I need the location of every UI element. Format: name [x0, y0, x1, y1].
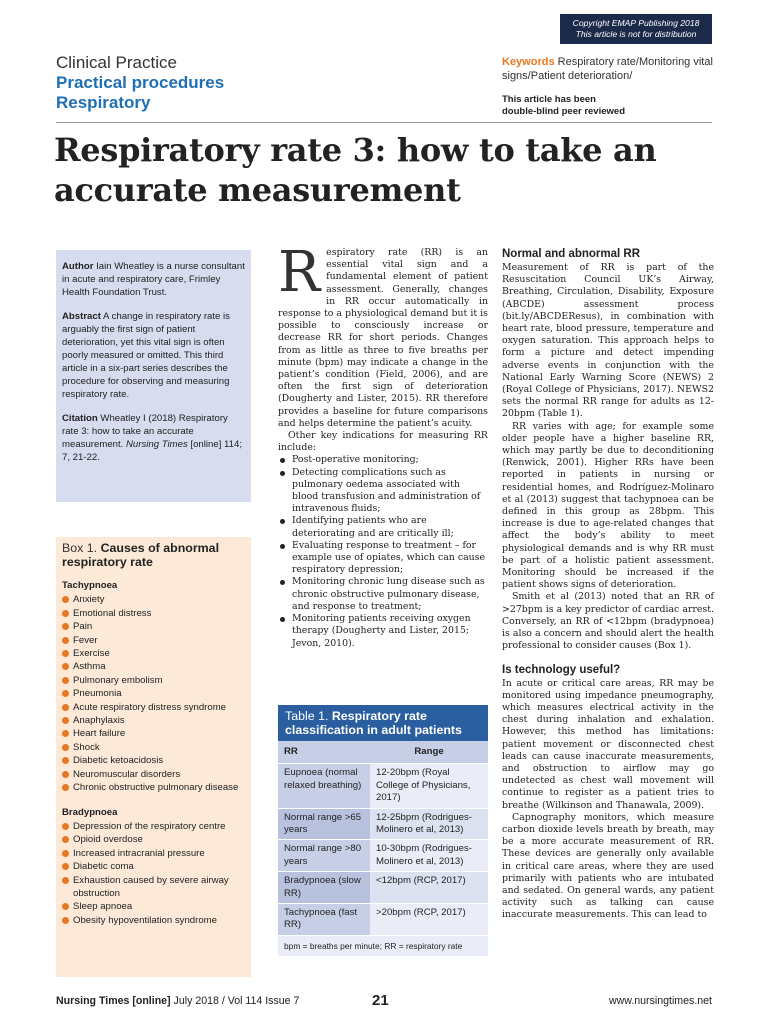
list-item: Shock	[62, 741, 245, 754]
table-cell: <12bpm (RCP, 2017)	[370, 872, 488, 904]
list-item: Asthma	[62, 660, 245, 673]
box-causes-abnormal-rr	[56, 537, 251, 977]
table-cell: 12-20bpm (Royal College of Physicians, 2017)	[370, 764, 488, 808]
peer-review-line-2: double-blind peer reviewed	[502, 106, 625, 117]
list-item: Neuromuscular disorders	[62, 768, 245, 781]
keywords-label: Keywords	[502, 56, 555, 68]
list-item: Opioid overdose	[62, 833, 245, 846]
body-paragraph: Measurement of RR is part of the Resuscitation Council UK’s Airway, Breathing, Circulation, Disability, Exposure (ABCDE) assessment process (bit.ly/ABCDEResus), in combination with heart rate, blood pressure, temperature and oxygen saturation. This approach helps to form a picture and detect impending adverse events in conjunction with the National Early Warning Score (NEWS) 2 (Royal College of Physicians, 2017). NEWS2 sets the normal RR range for adults as 12-20bpm (Table 1).	[502, 262, 714, 420]
table-row	[278, 872, 488, 904]
citation-post: [online] 114; 7, 21-22.	[62, 439, 242, 463]
bradypnoea-heading: Bradypnoea	[62, 806, 118, 818]
section-line-3: Respiratory	[56, 93, 151, 112]
abstract-label: Abstract	[62, 311, 101, 322]
page-number: 21	[372, 992, 389, 1009]
table-header-row	[278, 741, 488, 764]
indications-list	[278, 454, 488, 649]
table-cell: >20bpm (RCP, 2017)	[370, 904, 488, 935]
table-row	[278, 904, 488, 935]
table-title	[278, 705, 488, 741]
table-row	[278, 764, 488, 808]
body-column-3	[502, 247, 714, 922]
subheading-technology: Is technology useful?	[502, 663, 621, 676]
list-item: Anaphylaxis	[62, 714, 245, 727]
citation-label: Citation	[62, 413, 98, 424]
table-row	[278, 840, 488, 872]
copyright-line-1: Copyright EMAP Publishing 2018	[572, 18, 700, 28]
table-footnote: bpm = breaths per minute; RR = respiratory rate	[278, 935, 488, 956]
list-item: Heart failure	[62, 727, 245, 740]
list-item: Identifying patients who are deteriorating and are critically ill;	[278, 515, 488, 539]
list-item: Obesity hypoventilation syndrome	[62, 914, 245, 927]
section-line-1: Clinical Practice	[56, 53, 177, 72]
list-item: Pain	[62, 620, 245, 633]
box-title-text: Causes of abnormal respiratory rate	[62, 541, 220, 569]
body-paragraph: In acute or critical care areas, RR may be monitored using impedance pneumography, which measures electrical activity in the chest during inhalation and exhalation. However, this method has limitations: patient movement or disconnected chest leads can cause inaccurate measurements, and obstruction to airflow may go undetected as chest wall movement will continue to register as a patient tries to breathe (Wilkinson and Thanawala, 2009).	[502, 677, 714, 811]
header-divider	[56, 122, 712, 123]
list-item: Diabetic coma	[62, 860, 245, 873]
author-text: Iain Wheatley is a nurse consultant in acute and respiratory care, Frimley Health Foundation Trust.	[62, 261, 245, 298]
table-cell: Normal range >80 years	[278, 840, 370, 872]
citation-journal: Nursing Times	[126, 439, 188, 450]
list-item: Exercise	[62, 647, 245, 660]
page-footer	[56, 992, 712, 1012]
footer-journal-info	[56, 995, 299, 1007]
footer-url: www.nursingtimes.net	[608, 995, 712, 1007]
list-item: Acute respiratory distress syndrome	[62, 701, 245, 714]
list-item: Chronic obstructive pulmonary disease	[62, 781, 245, 794]
box-number: Box 1.	[62, 541, 101, 555]
keywords	[502, 55, 732, 83]
author-label: Author	[62, 261, 94, 272]
table-cell: 10-30bpm (Rodrigues-Molinero et al, 2013)	[370, 840, 488, 872]
copyright-line-2: This article is not for distribution	[575, 29, 697, 39]
table-cell: Tachypnoea (fast RR)	[278, 904, 370, 935]
subheading-normal-abnormal: Normal and abnormal RR	[502, 248, 641, 260]
body-paragraph: Capnography monitors, which measure carbon dioxide levels breath by breath, may be a more accurate measurement of RR. These devices are generally only available in critical care areas, where they are used primarily with patients who are intubated and sedated. On general wards, any patient activity such as talking can cause inaccurate measurements. This can lead to	[502, 811, 714, 921]
table-cell: 12-25bpm (Rodrigues-Molinero et al, 2013)	[370, 808, 488, 840]
section-heading	[56, 52, 224, 113]
list-item: Evaluating response to treatment – for example use of opiates, which can cause respiratory depression;	[278, 540, 488, 577]
list-item: Exhaustion caused by severe airway obstruction	[62, 874, 245, 901]
bradypnoea-list	[62, 820, 245, 927]
list-item: Monitoring chronic lung disease such as chronic obstructive pulmonary disease, and response to treatment;	[278, 576, 488, 613]
box-title	[62, 541, 245, 569]
citation-paragraph	[62, 412, 245, 464]
list-item: Fever	[62, 634, 245, 647]
list-item: Increased intracranial pressure	[62, 847, 245, 860]
body-paragraph: espiratory rate (RR) is an essential vital sign and a fundamental element of patient assessment. Generally, changes in RR occur automatically in response to a physiological demand but it is possible to consciously increase or decrease RR for short periods. Changes from as little as three to five breaths per minute (bpm) may indicate a change in the patient’s condition (Field, 2006), and are often the first sign of deterioration (Dougherty and Lister, 2015). RR therefore provides a baseline for future comparisons and helps determine the patient’s acuity.	[278, 247, 488, 429]
body-paragraph: Other key indications for measuring RR include:	[278, 430, 488, 454]
table-number: Table 1.	[285, 709, 332, 723]
author-paragraph	[62, 260, 245, 299]
section-line-2: Practical procedures	[56, 73, 225, 92]
list-item: Depression of the respiratory centre	[62, 820, 245, 833]
list-item: Detecting complications such as pulmonary oedema associated with blood transfusion and administration of intravenous fluids;	[278, 467, 488, 516]
list-item: Pulmonary embolism	[62, 674, 245, 687]
citation-pre: Wheatley I (2018) Respiratory rate 3: how to take an accurate measurement.	[62, 413, 228, 450]
column-header: Range	[370, 741, 488, 764]
list-item: Diabetic ketoacidosis	[62, 754, 245, 767]
table-row	[278, 808, 488, 840]
list-item: Pneumonia	[62, 687, 245, 700]
body-paragraph: Smith et al (2013) noted that an RR of >27bpm is a key predictor of cardiac arrest. Conversely, an RR of <12bpm (bradypnoea) is also a concern and should alert the health professional to consider causes (Box 1).	[502, 591, 714, 652]
tachypnoea-list	[62, 593, 245, 794]
footer-journal: Nursing Times [online]	[56, 995, 171, 1007]
body-column-2	[278, 240, 488, 650]
peer-review-line-1: This article has been	[502, 94, 596, 105]
article-headline: Respiratory rate 3: how to take an accurate measurement	[54, 131, 657, 209]
list-item: Emotional distress	[62, 607, 245, 620]
table-rr-classification	[278, 705, 488, 956]
list-item: Monitoring patients receiving oxygen therapy (Dougherty and Lister, 2015; Jevon, 2010).	[278, 613, 488, 650]
drop-cap: R	[278, 240, 321, 305]
tachypnoea-heading: Tachypnoea	[62, 580, 118, 591]
column-header: RR	[278, 741, 370, 764]
table-cell: Bradypnoea (slow RR)	[278, 872, 370, 904]
list-item: Sleep apnoea	[62, 900, 245, 913]
body-paragraph: RR varies with age; for example some older people have a higher baseline RR, which may partly be due to deconditioning (Renwick, 2001). Higher RRs have been reported in patients in nursing or residential homes, and Rodríguez-Molinaro et al (2013) suggest that tachypnoea can be defined in this group as 28bpm. This increase is due to age-related changes that affect the body’s ability to meet physiological demands and is why RR must be part of a holistic patient assessment. Monitoring should be increased if the patient shows signs of deterioration.	[502, 420, 714, 591]
abstract-text: A change in respiratory rate is arguably the first sign of patient deterioration, yet this vital sign is often poorly measured or omitted. This third article in a six-part series describes the procedure for observing and measuring respiratory rate.	[62, 311, 230, 400]
peer-review-note	[502, 94, 625, 118]
abstract-paragraph	[62, 310, 245, 401]
list-item: Post-operative monitoring;	[278, 454, 488, 466]
table	[278, 741, 488, 935]
table-title-text: Respiratory rate classification in adult patients	[285, 709, 462, 737]
copyright-banner	[560, 14, 712, 44]
keywords-text: Respiratory rate/Monitoring vital signs/Patient deterioration/	[502, 56, 713, 82]
article-info-sidebar	[56, 250, 251, 502]
list-item: Anxiety	[62, 593, 245, 606]
table-cell: Eupnoea (normal relaxed breathing)	[278, 764, 370, 808]
table-cell: Normal range >65 years	[278, 808, 370, 840]
footer-issue: July 2018 / Vol 114 Issue 7	[170, 995, 300, 1007]
